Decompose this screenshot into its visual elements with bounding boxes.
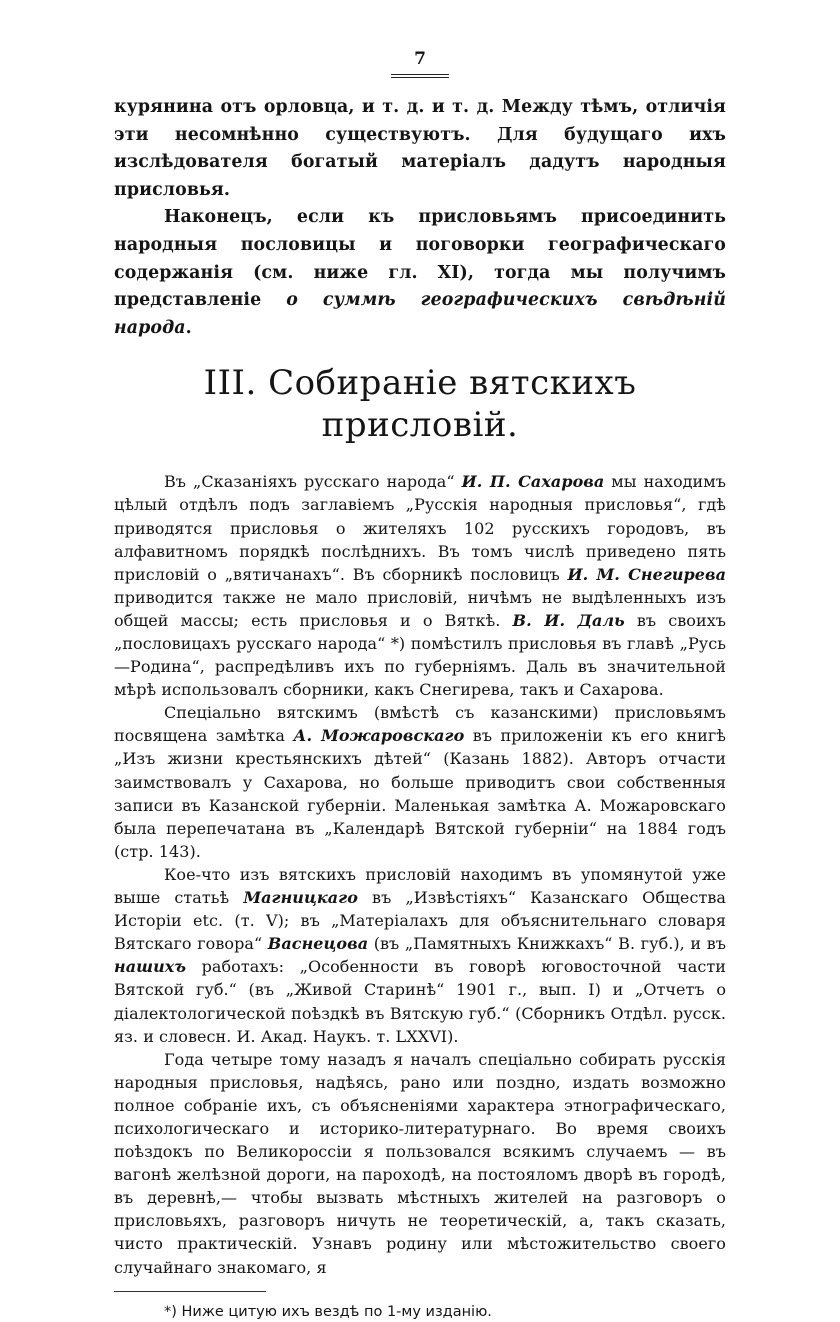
paragraph-magnitsky [114, 863, 726, 1048]
continuation-text [114, 94, 726, 342]
emphasized-word: нашихъ [114, 957, 187, 977]
author-name: Магницкаго [243, 888, 358, 908]
paragraph-mozharovsky [114, 701, 726, 863]
paragraph-text: (въ „Памятныхъ Книжкахъ“ В. губ.), и въ [368, 934, 727, 954]
paragraph-text: . [185, 317, 192, 338]
author-name: В. И. Даль [512, 610, 625, 630]
header-rule [391, 74, 449, 78]
paragraph-text: Кое-что изъ вятскихъ присловій находимъ въ упомянутой уже выше статьѣ [114, 864, 726, 908]
section-heading: III. Собираніе вятскихъ присловій. [203, 363, 637, 446]
paragraph-text: мы находимъ цѣлый отдѣлъ подъ заглавіемъ „Русскія народныя присловья“, гдѣ приводятся присловья о жителяхъ 102 русскихъ городовъ, въ алфавитномъ порядкѣ послѣднихъ. Въ томъ числѣ приведено пять присловій о „вятичанахъ“. Въ сборникѣ пословицъ [114, 472, 726, 584]
footnote: *) Ниже цитую ихъ вездѣ по 1-му изданію. [164, 1303, 492, 1320]
paragraph-text: въ приложеніи къ его книгѣ „Изъ жизни крестьянскихъ дѣтей“ (Казань 1882). Авторъ отчасти заимствовалъ у Сахарова, но больше приводитъ свои собственныя записи въ Казанской губерніи. Маленькая замѣтка А. Можаровскаго была перепечатана въ „Календарѣ Вятской губерніи“ на 1884 годъ (стр. 143). [114, 726, 727, 861]
page-number: 7 [414, 49, 426, 69]
paragraph-text: въ „Извѣстіяхъ“ Казанскаго Общества Исторіи etc. (т. V); въ „Матеріалахъ для объяснительнаго словаря Вятскаго говора“ [114, 888, 727, 954]
author-name: А. Можаровскаго [293, 726, 465, 746]
footnote-rule [114, 1291, 266, 1292]
author-name: И. П. Сахарова [461, 472, 605, 492]
paragraph-text: въ своихъ „пословицахъ русскаго народа“ *) помѣстилъ присловья въ главѣ „Русь—Родина“, распредѣливъ ихъ по губерніямъ. Даль въ значительной мѣрѣ использовалъ сборники, какъ Снегирева, такъ и Сахарова. [114, 610, 726, 700]
author-name: Васнецова [267, 934, 369, 954]
paragraph-sakharov [114, 470, 726, 701]
author-name: И. М. Снегирева [567, 564, 726, 584]
paragraph-continuation: курянина отъ орловца, и т. д. и т. д. Между тѣмъ, отличія эти несомнѣнно существуютъ. Для будущаго ихъ изслѣдователя богатый матеріалъ дадутъ народныя присловья. [114, 97, 726, 200]
paragraph-text: Спеціально вятскимъ (вмѣстѣ съ казанскими) присловьямъ посвящена замѣтка [114, 703, 726, 746]
emphasized-phrase: о суммѣ географическихъ свѣдѣній народа [114, 290, 726, 338]
section-body [114, 470, 726, 1278]
paragraph-conclusion [114, 204, 726, 342]
book-page [114, 48, 726, 1322]
paragraph-text: Въ „Сказаніяхъ русскаго народа“ [164, 472, 462, 492]
paragraph-text: работахъ: „Особенности въ говорѣ юговосточной части Вятской губ.“ (въ „Живой Старинѣ“ 1901 г., вып. I) и „Отчетъ о діалектологической поѣздкѣ въ Вятскую губ.“ (Сборникъ Отдѣл. русск. яз. и словесн. И. Акад. Наукъ. т. LXXVI). [114, 957, 726, 1046]
paragraph-text: Наконецъ, если къ присловьямъ присоединить народныя пословицы и поговорки географическаго содержанія (см. ниже гл. XI), тогда мы получимъ представленіе [114, 207, 726, 311]
paragraph-text: приводится также не мало присловій, ничѣмъ не выдѣленныхъ изъ общей массы; есть присловья и о Вяткѣ. [114, 587, 726, 630]
paragraph-collecting: Года четыре тому назадъ я началъ спеціально собирать русскія народныя присловья, надѣясь, рано или поздно, издать возможно полное собраніе ихъ, съ объясненіями характера этнографическаго, психологическаго и историко-литературнаго. Во время своихъ поѣздокъ по Великороссіи я пользовался всякимъ случаемъ — въ вагонѣ желѣзной дороги, на пароходѣ, на постояломъ дворѣ въ городѣ, въ деревнѣ,— чтобы вызвать мѣстныхъ жителей на разговоръ о присловьяхъ, разговоръ ничуть не теоретическій, а, такъ сказать, чисто практическій. Узнавъ родину или мѣстожительство своего случайнаго знакомаго, я [114, 1049, 726, 1277]
